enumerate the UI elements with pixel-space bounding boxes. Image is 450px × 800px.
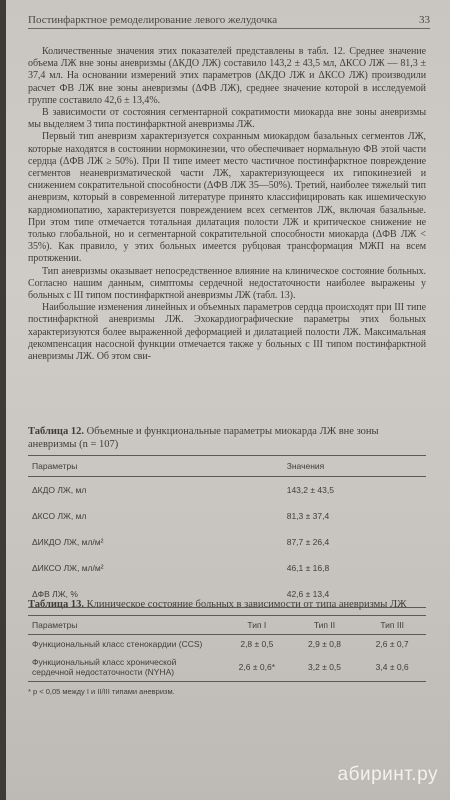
table-13: [28, 598, 426, 696]
paragraph: Первый тип аневризм характеризуется сохранным миокардом базальных сегментов ЛЖ, которые находятся в состоянии нормокинезии, что обеспечивает нормальную ФВ этой части сердца (ΔФВ ЛЖ ≥ 50%). При II типе имеет место частичное постинфарктное повреждение сегментов неаневризматической части ЛЖ, характеризующееся их гипокинезией и снижением сократительной способности (ΔФВ ЛЖ 35—50%). Третий, наиболее тяжелый тип аневризм, который в современной литературе принято классифицировать как ишемическую кардиомиопатию, характеризуется повреждением всех сегментов ЛЖ, включая базальные. При этом типе отмечается тотальная дилатация полости ЛЖ и критическое снижение не только глобальной, но и сегментарной сократительной способности миокарда (ΔФВ ЛЖ < 35%). Как правило, у этих больных имеется рубцовая трансформация МЖП на всем протяжении.: [28, 131, 426, 265]
column-header: Тип II: [313, 620, 336, 630]
table-cell: 81,3 ± 37,4: [286, 511, 330, 521]
table-cell: 3,2 ± 0,5: [307, 662, 342, 672]
table-cell: ΔКСО ЛЖ, мл: [32, 511, 87, 521]
table-cell: 2,8 ± 0,5: [240, 639, 274, 649]
table-row: [28, 635, 426, 654]
table-cell: 143,2 ± 43,5: [286, 485, 334, 495]
table-row: [28, 503, 426, 529]
body-text: [28, 46, 426, 363]
paragraph: В зависимости от состояния сегментарной сократимости миокарда вне зоны аневризмы мы выделяем 3 типа постинфарктной аневризмы ЛЖ.: [28, 107, 426, 131]
table-header-row: [28, 456, 426, 477]
table-footnote: * p < 0,05 между I и II/III типами аневризм.: [28, 687, 175, 696]
table-13-grid: [28, 615, 426, 682]
book-page: [6, 0, 450, 800]
table-cell: 42,6 ± 13,4: [286, 589, 330, 599]
table-cell: Функциональный класс хронической сердечной недостаточности (NYHA): [32, 657, 177, 677]
table-13-label: Таблица 13.: [28, 599, 84, 610]
table-row: [28, 653, 426, 682]
table-cell: ΔФВ ЛЖ, %: [32, 589, 78, 599]
table-cell: 87,7 ± 26,4: [286, 537, 330, 547]
table-cell: ΔКДО ЛЖ, мл: [32, 485, 87, 495]
watermark-logo: абиринт.ру: [337, 764, 438, 785]
table-row: [28, 529, 426, 555]
table-cell: 46,1 ± 16,8: [286, 563, 330, 573]
running-head: [28, 14, 430, 29]
column-header: Параметры: [32, 620, 78, 630]
table-row: [28, 555, 426, 581]
column-header: Тип III: [380, 620, 404, 630]
table-row: [28, 477, 426, 504]
paragraph: Тип аневризмы оказывает непосредственное влияние на клиническое состояние больных. Согласно нашим данным, симптомы сердечной недостаточности наиболее выражены у больных с III типом постинфарктной аневризмы ЛЖ (табл. 13).: [28, 265, 426, 302]
table-cell: 2,6 ± 0,6*: [238, 662, 276, 672]
table-12-title: Объемные и функциональные параметры миокарда ЛЖ вне зоны аневризмы (n = 107): [28, 426, 379, 450]
table-header-row: [28, 616, 426, 635]
table-12-caption: [28, 425, 426, 451]
table-cell: ΔИКДО ЛЖ, мл/м²: [32, 537, 104, 547]
running-head-title: Постинфарктное ремоделирование левого желудочка: [28, 14, 278, 26]
paragraph: Наибольшие изменения линейных и объемных параметров сердца происходят при III типе постинфарктной аневризмы ЛЖ. Эхокардиографические параметры этих больных характеризуются более выраженной деформацией и дилатацией полости ЛЖ. Максимальная декомпенсация насосной функции отмечается также у больных с III типом постинфарктной аневризмы ЛЖ. Об этом сви-: [28, 302, 426, 363]
table-cell: Функциональный класс стенокардии (CCS): [32, 639, 203, 649]
column-header: Тип I: [247, 620, 267, 630]
table-12-grid: [28, 455, 426, 608]
paragraph: Количественные значения этих показателей представлены в табл. 12. Среднее значение объема ЛЖ вне зоны аневризмы (ΔКДО ЛЖ) составило 143,2 ± 43,5 мл, ΔКСО ЛЖ — 81,3 ± 37,4 мл. На основании измерений этих параметров (ΔКДО ЛЖ и ΔКСО ЛЖ) производили расчет ФВ ЛЖ вне зоны аневризмы (ΔФВ ЛЖ), среднее значение которой в исследуемой группе составило 42,6 ± 13,4%.: [28, 46, 426, 106]
table-cell: 3,4 ± 0,6: [375, 662, 409, 672]
column-header: Параметры: [32, 461, 78, 471]
page-number: 33: [419, 14, 430, 26]
column-header: Значения: [286, 461, 325, 471]
table-cell: ΔИКСО ЛЖ, мл/м²: [32, 563, 104, 573]
table-13-caption: [28, 598, 426, 611]
table-12: [28, 425, 426, 608]
table-cell: 2,9 ± 0,8: [307, 639, 342, 649]
table-12-label: Таблица 12.: [28, 426, 84, 437]
table-cell: 2,6 ± 0,7: [375, 639, 409, 649]
table-13-title: Клиническое состояние больных в зависимости от типа аневризмы ЛЖ: [86, 599, 407, 610]
